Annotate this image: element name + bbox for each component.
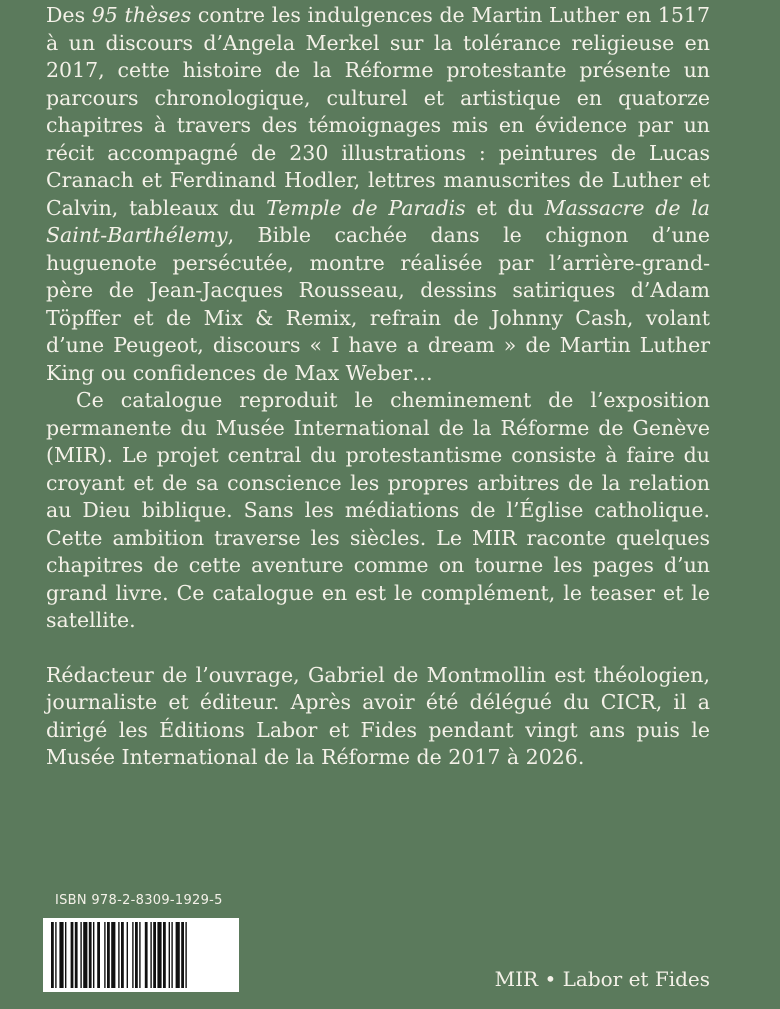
description-paragraph <box>46 2 710 387</box>
barcode-bar <box>176 922 180 988</box>
text-run: Des <box>46 3 92 27</box>
barcode-bar <box>121 922 124 988</box>
italic-title: Massacre de la Saint-Barthélemy <box>46 195 711 247</box>
barcode-bar <box>65 922 66 988</box>
publisher-label: MIR • Labor et Fides <box>494 967 710 991</box>
barcode-bar <box>127 922 128 988</box>
barcode <box>43 918 239 992</box>
text-run: et du <box>465 195 545 220</box>
barcode-bar <box>71 922 74 988</box>
barcode-bar <box>80 922 81 988</box>
barcode-bar <box>185 922 186 988</box>
barcode-bar <box>171 922 172 988</box>
italic-title: Temple de Paradis <box>266 195 466 220</box>
barcode-bar <box>51 922 54 988</box>
barcode-bar <box>181 922 184 988</box>
barcode-bar <box>75 922 78 988</box>
isbn-label: ISBN 978-2-8309-1929-5 <box>55 893 223 908</box>
catalogue-paragraph: Ce catalogue reproduit le cheminement de l’exposition permanente du Musée International de la Réforme de Genève (MIR). Le projet central du protestantisme consiste à faire du croyant et de sa conscience les propres arbitres de la relation au Dieu biblique. Sans les médiations de l’Église catholique. Cette ambition traverse les siècles. Le MIR raconte quelques chapitres de cette aventure comme on tourne les pages d’un grand livre. Ce catalogue en est le complément, le teaser et le satellite. <box>46 388 710 632</box>
barcode-bar <box>153 922 156 988</box>
italic-title: 95 thèses <box>91 3 192 27</box>
barcode-bar <box>150 922 151 988</box>
barcode-bar <box>93 922 94 988</box>
barcode-bar <box>89 922 92 988</box>
barcode-bar <box>145 922 148 988</box>
back-cover-text <box>46 2 710 772</box>
text-run: contre les indulgences de Martin Luther en 1517 à un discours d’Angela Merkel sur la tolérance religieuse en 2017, cette histoire de la Réforme protestante présente un parcours chronologique, culturel et artistique en quatorze chapitres à travers des témoignages mis en évidence par un récit accompagné de 230 illustrations : peintures de Lucas Cranach et Ferdinand Hodler, lettres manuscrites de Luther et Calvin, tableaux du <box>46 3 710 220</box>
text-run: , Bible cachée dans le chignon d’une huguenote persécutée, montre réalisée par l’arrière-grand-père de Jean-Jacques Rousseau, dessins satiriques d’Adam Töpffer et de Mix & Remix, refrain de Johnny Cash, volant d’une Peugeot, discours « I have a dream » de Martin Luther King ou confidences de Max Weber… <box>46 223 710 385</box>
barcode-graphic <box>43 918 239 992</box>
barcode-bar <box>139 922 140 988</box>
barcode-bar <box>83 922 87 988</box>
barcode-bar <box>111 922 115 988</box>
barcode-bar <box>169 922 170 988</box>
author-paragraph: Rédacteur de l’ouvrage, Gabriel de Montmollin est théologien, journaliste et éditeur. Après avoir été délégué du CICR, il a dirigé les Éditions Labor et Fides pendant vingt ans puis le Musée International de la Réforme de 2017 à 2026. <box>46 662 710 769</box>
barcode-bar <box>104 922 105 988</box>
barcode-bar <box>107 922 110 988</box>
barcode-bar <box>118 922 119 988</box>
barcode-bar <box>59 922 63 988</box>
barcode-bar <box>163 922 166 988</box>
barcode-bar <box>157 922 161 988</box>
barcode-bar <box>55 922 56 988</box>
barcode-bar <box>132 922 133 988</box>
barcode-bar <box>135 922 138 988</box>
barcode-bar <box>97 922 100 988</box>
